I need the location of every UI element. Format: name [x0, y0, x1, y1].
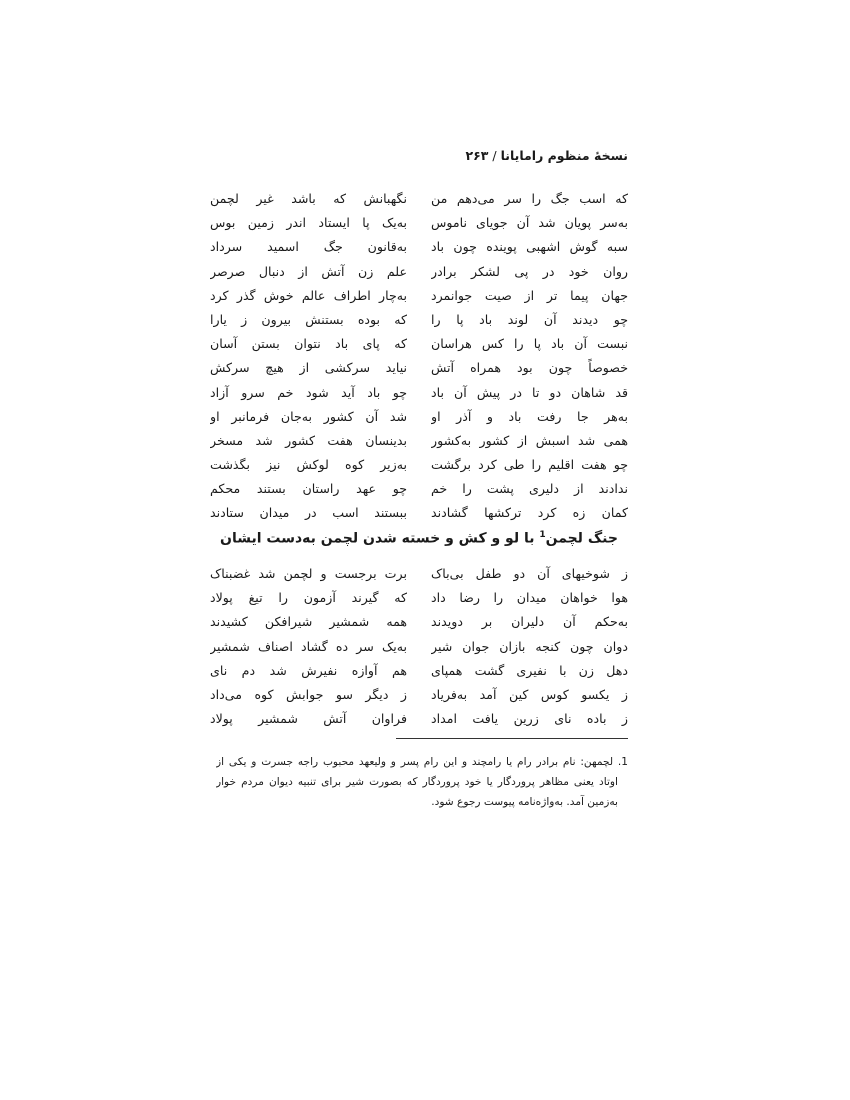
couplet: [210, 610, 628, 634]
couplet: [210, 211, 628, 235]
couplet: [210, 683, 628, 707]
right-hemistich: روان خود در پی لشکر برادر: [431, 263, 628, 279]
right-hemistich: دوان چون کنجه بازان جوان شیر: [431, 638, 628, 654]
footnote-reference[interactable]: 1: [539, 530, 546, 540]
couplet: [210, 308, 628, 332]
right-hemistich: به‌سر پویان شد آن جویای ناموس: [431, 215, 628, 231]
book-title: نسخهٔ منظوم رامایانا: [500, 148, 628, 163]
right-hemistich: خصوصاً چون بود همراه آتش: [431, 360, 628, 376]
right-hemistich: ز شوخیهای آن دو طفل بی‌باک: [431, 566, 628, 581]
left-hemistich: ز دیگر سو جوابش کوه می‌داد: [210, 686, 407, 702]
heading-text-end: با لو و کش و خسته شدن لچمن به‌دست ایشان: [220, 530, 540, 547]
left-hemistich: که پای باد نتوان بستن آسان: [210, 336, 407, 352]
left-hemistich: چو عهد راستان بستند محکم: [210, 481, 407, 497]
left-hemistich: فراوان آتش شمشیر پولاد: [210, 711, 407, 727]
couplet: [210, 501, 628, 525]
footnote-line: 1. لچمهن: نام برادر رام یا رامچند و این رام پسر و ولیعهد محبوب راجه جسرت و یکی از: [216, 756, 628, 768]
left-hemistich: علم زن آتش از دنبال صرصر: [210, 263, 407, 279]
couplet: [210, 381, 628, 405]
footnote-line: به‌زمین آمد. به‌واژه‌نامه پیوست رجوع شود.: [431, 796, 618, 808]
left-hemistich: برت برجست و لچمن شد غضبناک: [210, 566, 407, 581]
left-hemistich: به‌زیر کوه لوکش نیز بگذشت: [210, 457, 407, 473]
right-hemistich: چو هفت اقلیم را طی کرد برگشت: [431, 457, 628, 473]
left-hemistich: به‌یک پا ایستاد اندر زمین بوس: [210, 215, 407, 231]
left-hemistich: چو باد آید شود خم سرو آزاد: [210, 384, 407, 400]
left-hemistich: به‌چار اطراف عالم خوش گذر کرد: [210, 287, 407, 303]
couplet: [210, 332, 628, 356]
left-hemistich: که بوده بستنش بیرون ز یارا: [210, 311, 407, 327]
right-hemistich: همی شد اسبش از کشور به‌کشور: [431, 432, 628, 448]
couplet: [210, 477, 628, 501]
page-number: ۲۶۳: [465, 148, 489, 163]
couplet: [210, 562, 628, 586]
right-hemistich: ندادند از دلیری پشت را خم: [431, 481, 628, 497]
couplet: [210, 453, 628, 477]
right-hemistich: نبست آن باد پا را کس هراسان: [431, 336, 628, 352]
right-hemistich: ز باده نای زرین یافت امداد: [431, 711, 628, 727]
right-hemistich: هوا خواهان میدان را رضا داد: [431, 590, 628, 606]
right-hemistich: به‌حکم آن دلیران بر دویدند: [431, 614, 628, 630]
right-hemistich: به‌هر جا رفت باد و آذر او: [431, 408, 628, 424]
left-hemistich: به‌یک سر ده گشاد اصناف شمشیر: [210, 638, 407, 654]
couplet: [210, 429, 628, 453]
bottom-verse-block: [210, 562, 628, 731]
header-separator: /: [492, 148, 497, 163]
couplet: [210, 635, 628, 659]
right-hemistich: کمان زه کرد ترکشها گشادند: [431, 505, 628, 521]
left-hemistich: به‌قانون جگ اسمید سرداد: [210, 239, 407, 255]
footnote: [216, 752, 628, 812]
left-hemistich: همه شمشیر شیرافکن کشیدند: [210, 614, 407, 630]
left-hemistich: نیاید سرکشی از هیچ سرکش: [210, 360, 407, 376]
couplet: [210, 187, 628, 211]
running-header: [465, 148, 628, 163]
couplet: [210, 356, 628, 380]
right-hemistich: جهان پیما تر از صیت جوانمرد: [431, 287, 628, 303]
right-hemistich: دهل زن با نفیری گشت همپای: [431, 662, 628, 678]
right-hemistich: سبه گوش اشهبی پوینده چون باد: [431, 239, 628, 255]
footnote-line: اوتاد یعنی مظاهر پروردگار یا خود پروردگار که بصورت شیر برای تنبیه دیوان مردم خوار: [216, 776, 618, 788]
left-hemistich: نگهبانش که باشد غیر لچمن: [210, 191, 407, 206]
couplet: [210, 707, 628, 731]
couplet: [210, 659, 628, 683]
couplet: [210, 284, 628, 308]
left-hemistich: شد آن کشور به‌جان فرمانبر او: [210, 408, 407, 424]
right-hemistich: قد شاهان دو تا در پیش آن باد: [431, 384, 628, 400]
heading-text-start: جنگ لچمن: [545, 530, 618, 547]
left-hemistich: ببستند اسب در میدان ستادند: [210, 505, 407, 521]
left-hemistich: بدینسان هفت کشور شد مسخر: [210, 432, 407, 448]
couplet: [210, 586, 628, 610]
couplet: [210, 260, 628, 284]
right-hemistich: چو دیدند آن لوند باد پا را: [431, 311, 628, 327]
top-verse-block: [210, 187, 628, 526]
left-hemistich: که گیرند آزمون را تیغ پولاد: [210, 590, 407, 606]
couplet: [210, 235, 628, 259]
left-hemistich: هم آوازه نفیرش شد دم نای: [210, 662, 407, 678]
section-heading: [210, 530, 628, 547]
couplet: [210, 405, 628, 429]
right-hemistich: ز یکسو کوس کین آمد به‌فریاد: [431, 686, 628, 702]
right-hemistich: که اسب جگ را سر می‌دهم من: [431, 191, 628, 206]
footnote-divider: [396, 738, 628, 739]
